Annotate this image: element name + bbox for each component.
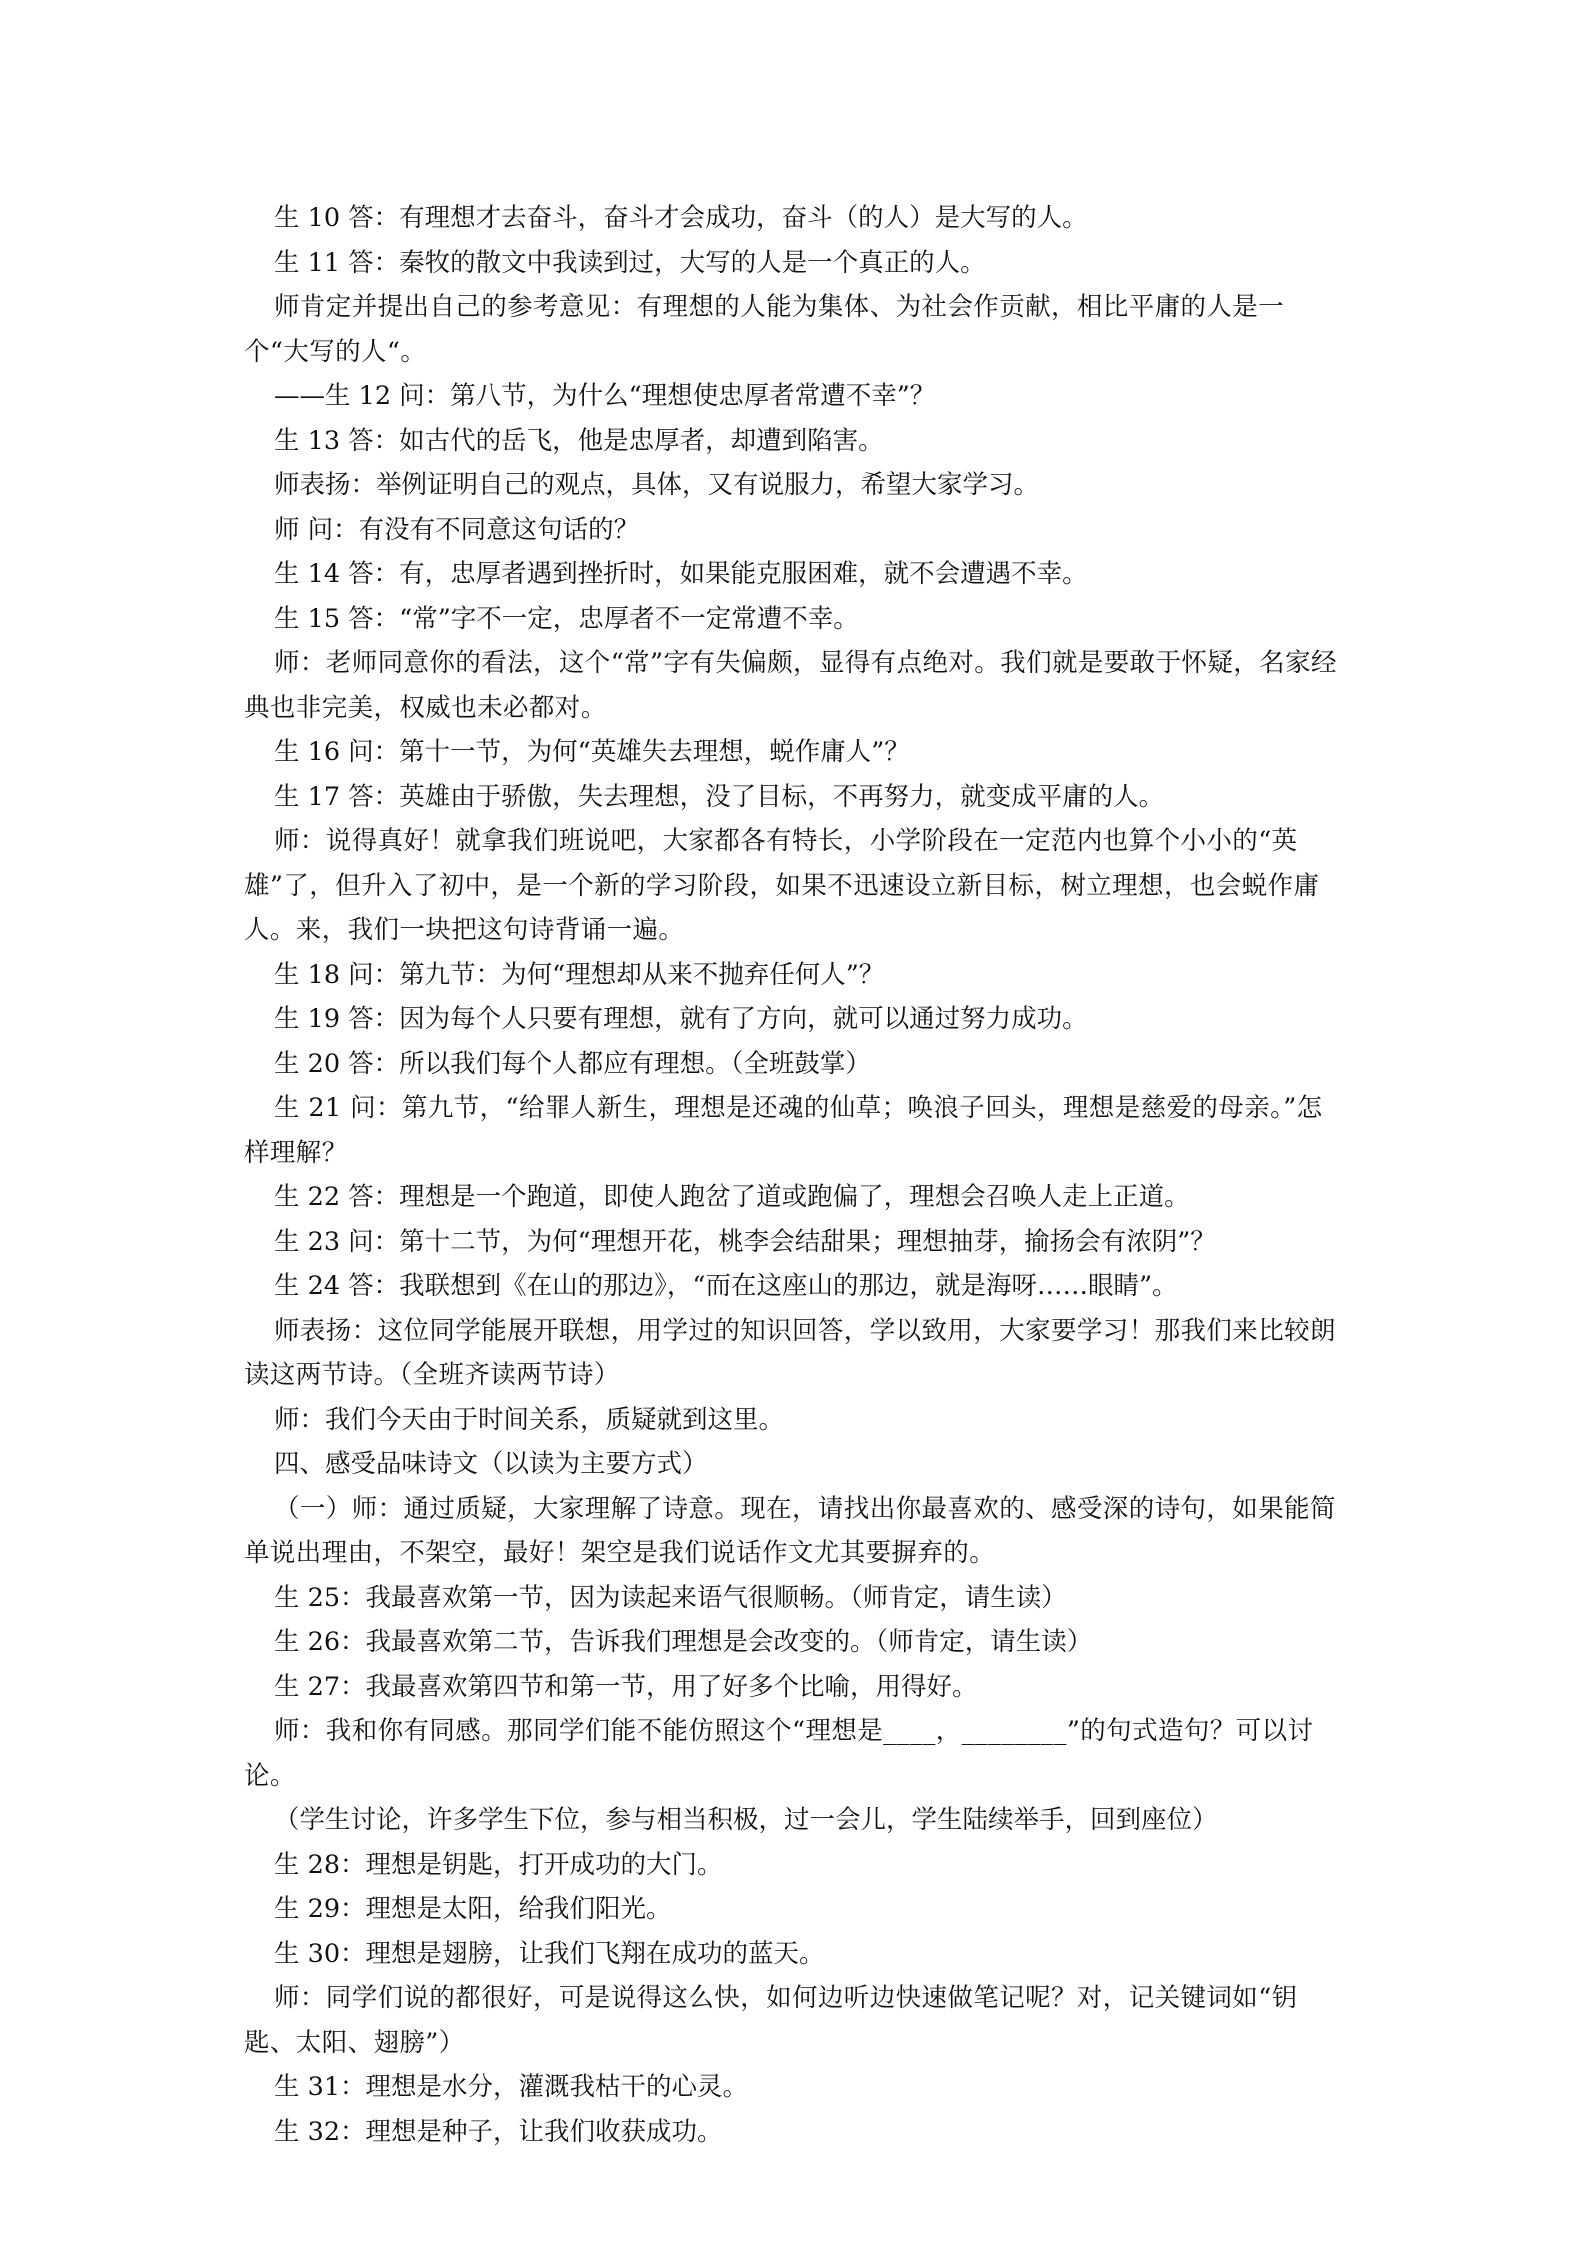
paragraph-6: 师表扬：举例证明自己的观点，具体，又有说服力，希望大家学习。 (274, 470, 1040, 500)
paragraph-20: 生 24 答：我联想到《在山的那边》，“而在这座山的那边，就是海呀……眼睛”。 (274, 1271, 1178, 1301)
paragraph-8: 生 14 答：有，忠厚者遇到挫折时，如果能克服困难，就不会遭遇不幸。 (274, 559, 1088, 589)
paragraph-5: 生 13 答：如古代的岳飞，他是忠厚者，却遭到陷害。 (274, 425, 884, 456)
paragraph-11: 生 16 问：第十一节，为何“英雄失去理想，蜕作庸人”？ (274, 737, 910, 767)
paragraph-21: 师表扬：这位同学能展开联想，用学过的知识回答，学以致用，大家要学习！那我们来比较朗读这两节诗。（全班齐读两节诗） (244, 1315, 1336, 1390)
paragraph-33: 师：同学们说的都很好，可是说得这么快，如何边听边快速做笔记呢？对，记关键词如“钥匙、太阳、翅膀”） (244, 1983, 1298, 2058)
paragraph-2: 生 11 答：秦牧的散文中我读到过，大写的人是一个真正的人。 (274, 247, 986, 278)
section-heading: 四、感受品味诗文（以读为主要方式） (274, 1449, 708, 1479)
paragraph-16: 生 20 答：所以我们每个人都应有理想。（全班鼓掌） (274, 1048, 871, 1079)
paragraph-10: 师：老师同意你的看法，这个“常”字有失偏颇，显得有点绝对。我们就是要敢于怀疑，名家经典也非完美，权威也未必都对。 (244, 648, 1337, 723)
paragraph-35: 生 32：理想是种子，让我们收获成功。 (274, 2116, 723, 2147)
paragraph-27: 生 27：我最喜欢第四节和第一节，用了好多个比喻，用得好。 (274, 1671, 978, 1702)
paragraph-4: ——生 12 问：第八节，为什么“理想使忠厚者常遭不幸”？ (274, 381, 936, 411)
paragraph-1: 生 10 答：有理想才去奋斗，奋斗才会成功，奋斗（的人）是大写的人。 (274, 203, 1088, 233)
paragraph-17: 生 21 问：第九节，“给罪人新生，理想是还魂的仙草；唤浪子回头，理想是慈爱的母亲。”怎样理解？ (244, 1093, 1323, 1168)
paragraph-25: 生 25：我最喜欢第一节，因为读起来语气很顺畅。（师肯定，请生读） (274, 1582, 1067, 1613)
paragraph-18: 生 22 答：理想是一个跑道，即使人跑岔了道或跑偏了，理想会召唤人走上正道。 (274, 1182, 1190, 1212)
paragraph-22: 师：我们今天由于时间关系，质疑就到这里。 (274, 1404, 785, 1435)
paragraph-24: （一）师：通过质疑，大家理解了诗意。现在，请找出你最喜欢的、感受深的诗句，如果能简单说出理由，不架空，最好！架空是我们说话作文尤其要摒弃的。 (244, 1493, 1336, 1568)
paragraph-15: 生 19 答：因为每个人只要有理想，就有了方向，就可以通过努力成功。 (274, 1004, 1088, 1034)
paragraph-32: 生 30：理想是翅膀，让我们飞翔在成功的蓝天。 (274, 1938, 825, 1969)
paragraph-14: 生 18 问：第九节：为何“理想却从来不抛弃任何人”？ (274, 959, 885, 990)
paragraph-19: 生 23 问：第十二节，为何“理想开花，桃李会结甜果；理想抽芽，揄扬会有浓阴”？ (274, 1226, 1216, 1257)
paragraph-12: 生 17 答：英雄由于骄傲，失去理想，没了目标，不再努力，就变成平庸的人。 (274, 781, 1165, 812)
paragraph-30: 生 28：理想是钥匙，打开成功的大门。 (274, 1849, 723, 1880)
paragraph-29: （学生讨论，许多学生下位，参与相当积极，过一会儿，学生陆续举手，回到座位） (274, 1805, 1218, 1835)
document-page (244, 196, 1346, 2154)
paragraph-9: 生 15 答：“常”字不一定，忠厚者不一定常遭不幸。 (274, 603, 859, 634)
paragraph-7: 师 问：有没有不同意这句话的？ (274, 514, 640, 545)
paragraph-34: 生 31：理想是水分，灌溉我枯干的心灵。 (274, 2072, 749, 2102)
paragraph-13: 师：说得真好！就拿我们班说吧，大家都各有特长，小学阶段在一定范内也算个小小的“英雄”了，但升入了初中，是一个新的学习阶段，如果不迅速设立新目标，树立理想，也会蜕作庸人。来，我们一块把这句诗背诵一遍。 (244, 826, 1320, 945)
paragraph-26: 生 26：我最喜欢第二节，告诉我们理想是会改变的。（师肯定，请生读） (274, 1627, 1093, 1657)
paragraph-31: 生 29：理想是太阳，给我们阳光。 (274, 1894, 672, 1924)
paragraph-3: 师肯定并提出自己的参考意见：有理想的人能为集体、为社会作贡献，相比平庸的人是一个“大写的人“。 (244, 292, 1285, 367)
paragraph-28: 师：我和你有同感。那同学们能不能仿照这个“理想是____，________”的句式造句？可以讨论。 (244, 1716, 1314, 1791)
